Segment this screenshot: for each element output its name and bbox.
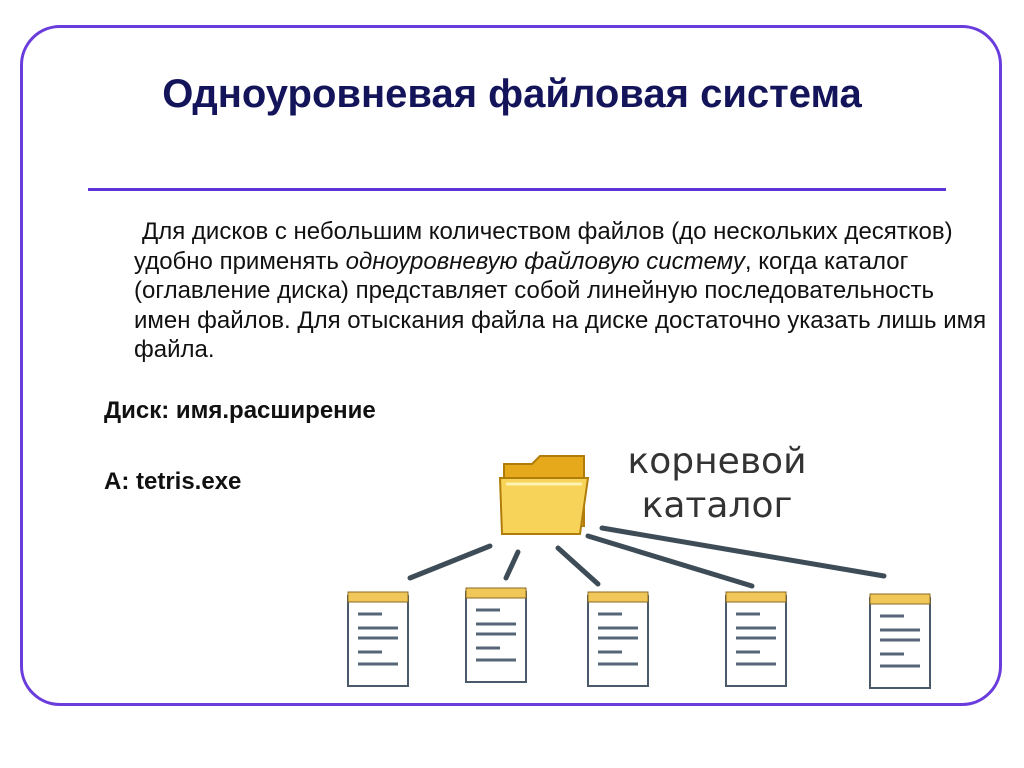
file-icon-4 (726, 592, 786, 686)
paragraph-italic-term: одноуровневую файловую систему (345, 247, 745, 275)
file-icon-2 (466, 588, 526, 682)
folder-icon (500, 456, 588, 534)
connector-line-2 (506, 552, 518, 578)
connector-line-3 (558, 548, 598, 584)
connector-line-1 (410, 546, 490, 578)
title-divider (88, 188, 946, 191)
file-icon-5 (870, 594, 930, 688)
body-paragraph (134, 217, 994, 365)
connector-line-4 (588, 536, 752, 586)
file-icon-3 (588, 592, 648, 686)
root-directory-label (612, 440, 822, 528)
paragraph-text-part1: Для дисков с небольшим количеством файлов (до нескольких десятков) удобно применять (134, 218, 953, 275)
file-icon-1 (348, 592, 408, 686)
example-line-text: А: tetris.exe (104, 468, 242, 495)
format-line: Диск: имя.расширение (104, 397, 376, 424)
slide-title: Одноуровневая файловая система (162, 72, 862, 116)
example-line (104, 468, 241, 496)
root-label-line1: корневой (627, 441, 807, 482)
paragraph-text-part2: , когда каталог (оглавление диска) представляет собой линейную последовательность имен файлов. Для отыскания файла на диске достаточно указать лишь имя файла. (134, 247, 987, 363)
tree-connectors (410, 528, 884, 586)
root-label-line2: каталог (641, 485, 793, 526)
